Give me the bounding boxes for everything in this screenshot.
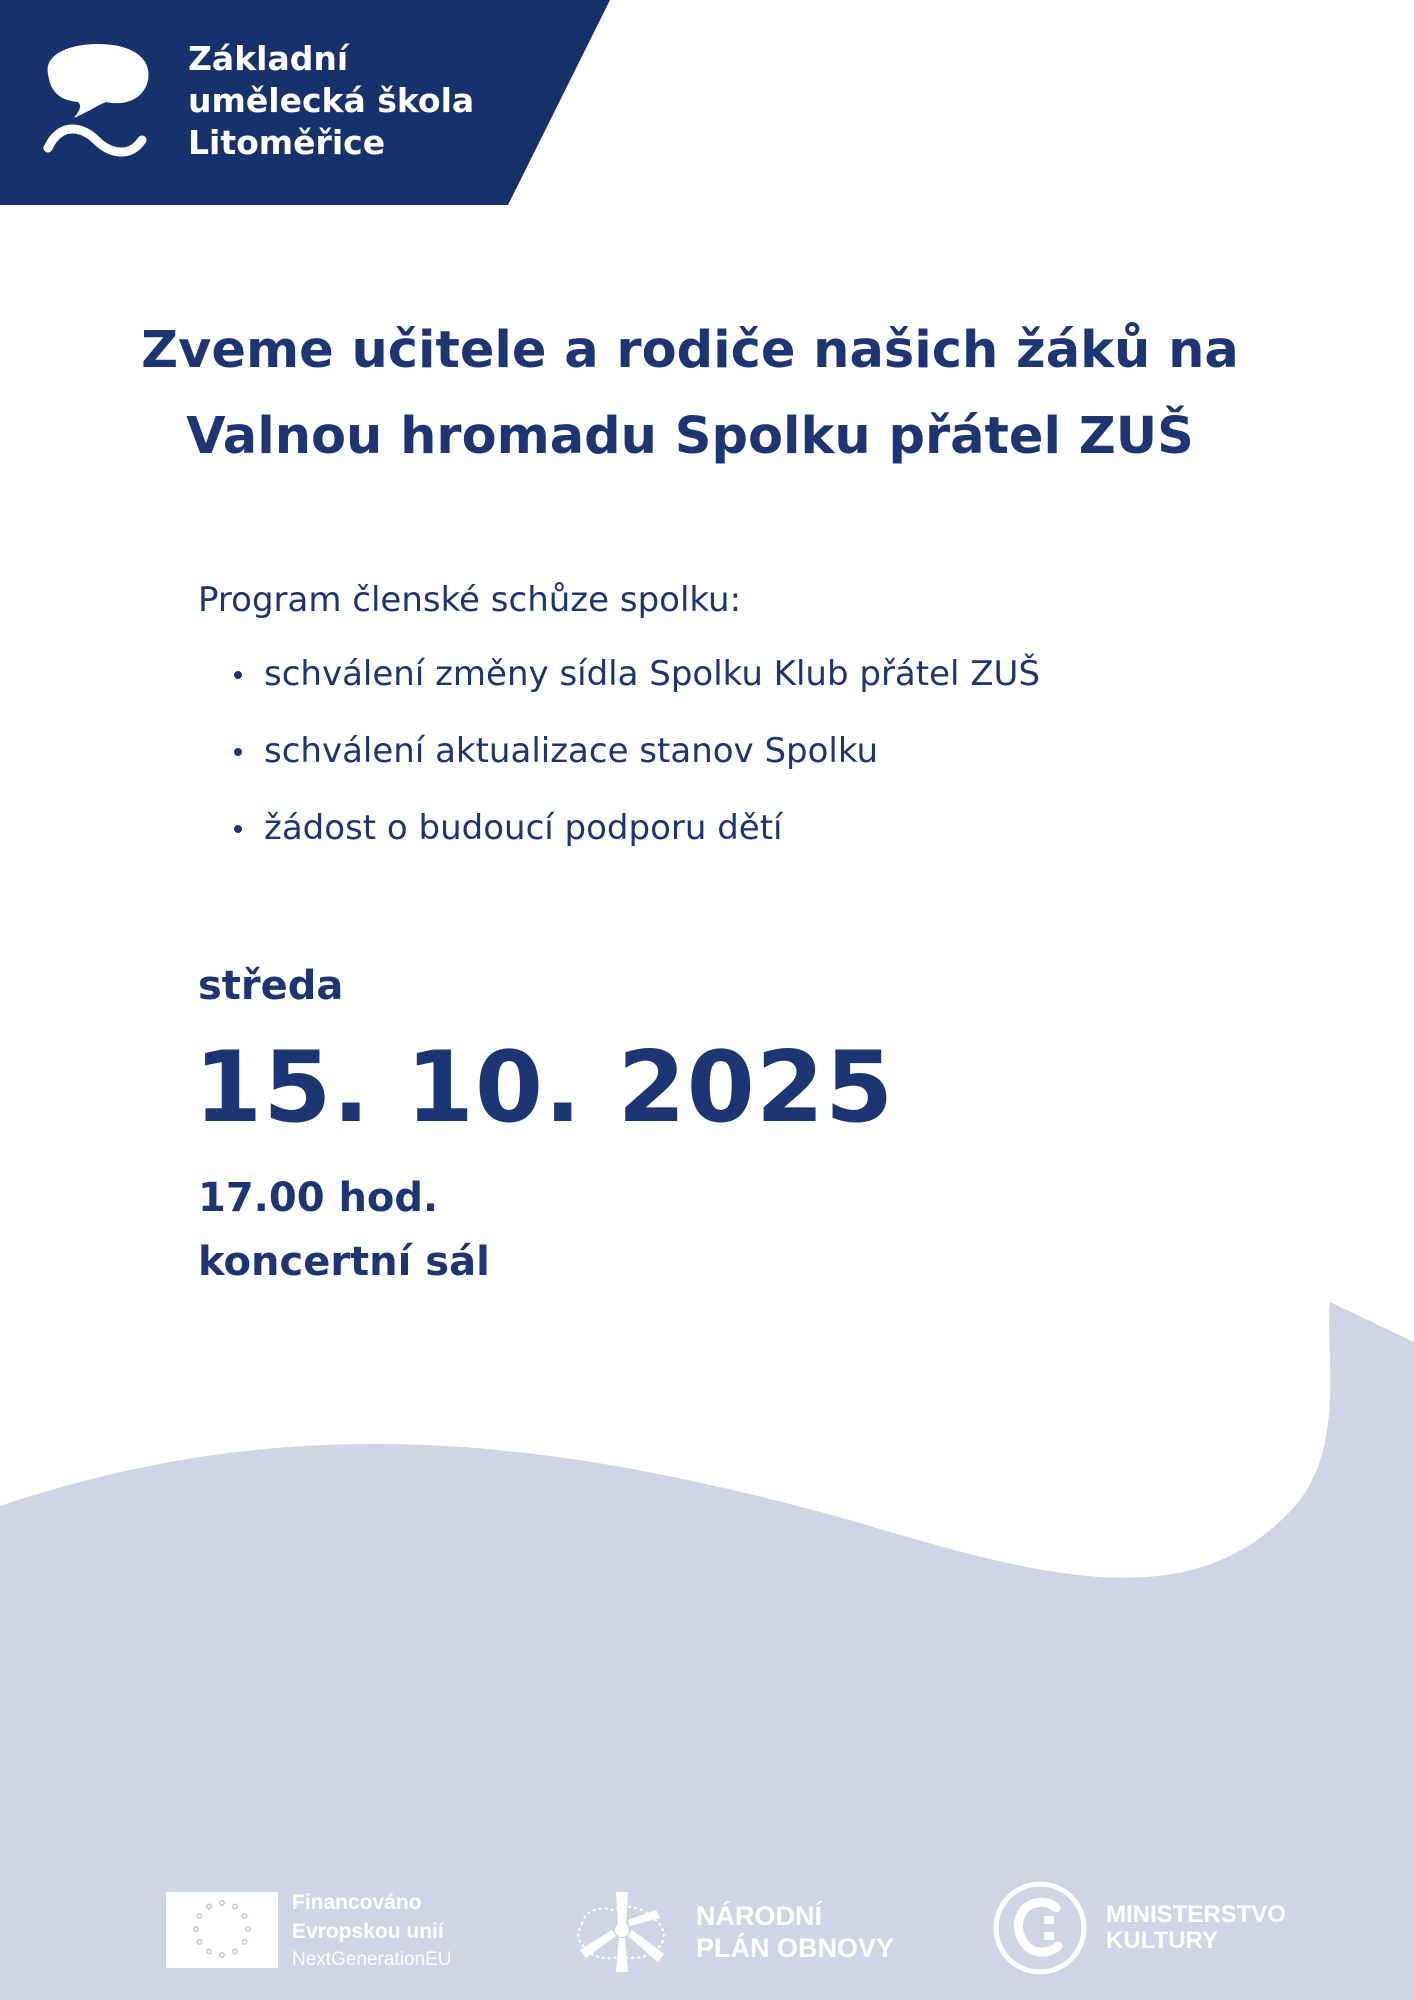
eu-funding-text — [292, 1888, 451, 1973]
mk-line-1: MINISTERSTVO — [1106, 1901, 1287, 1928]
mk-text — [1106, 1902, 1286, 1954]
npo-text — [696, 1900, 894, 1964]
program-list — [198, 652, 1040, 883]
event-venue: koncertní sál — [198, 1239, 490, 1285]
event-date: 15. 10. 2025 — [194, 1031, 895, 1145]
program-item — [198, 806, 1040, 883]
program-intro: Program členské schůze spolku: — [198, 580, 742, 620]
program-item — [198, 729, 1040, 806]
narodni-plan-obnovy-icon — [572, 1884, 672, 1979]
school-logo-icon — [40, 40, 155, 165]
event-time: 17.00 hod. — [198, 1175, 439, 1221]
ministerstvo-kultury-icon — [992, 1880, 1088, 1976]
eu-line-1: Financováno — [292, 1891, 422, 1914]
program-item-text: schválení aktualizace stanov Spolku — [264, 731, 879, 771]
eu-line-2: Evropskou unií — [292, 1920, 444, 1943]
event-weekday: středa — [198, 963, 344, 1009]
bullet-icon — [234, 748, 242, 756]
program-item-text: žádost o budoucí podporu dětí — [264, 808, 783, 848]
npo-line-2: PLÁN OBNOVY — [696, 1933, 895, 1963]
school-name-line-2: umělecká škola — [188, 81, 475, 120]
school-name-line-3: Litoměřice — [188, 123, 386, 162]
eu-flag-icon — [166, 1892, 278, 1968]
school-name — [188, 38, 474, 164]
headline — [60, 308, 1320, 480]
program-item — [198, 652, 1040, 729]
bullet-icon — [234, 671, 242, 679]
program-item-text: schválení změny sídla Spolku Klub přátel ZUŠ — [264, 654, 1041, 694]
school-name-line-1: Základní — [188, 39, 349, 78]
headline-line-1: Zveme učitele a rodiče našich žáků na — [141, 321, 1239, 380]
eu-line-3: NextGenerationEU — [292, 1949, 452, 1970]
bullet-icon — [234, 825, 242, 833]
npo-line-1: NÁRODNÍ — [696, 1901, 822, 1931]
headline-line-2: Valnou hromadu Spolku přátel ZUŠ — [186, 407, 1194, 466]
mk-line-2: KULTURY — [1106, 1927, 1218, 1954]
